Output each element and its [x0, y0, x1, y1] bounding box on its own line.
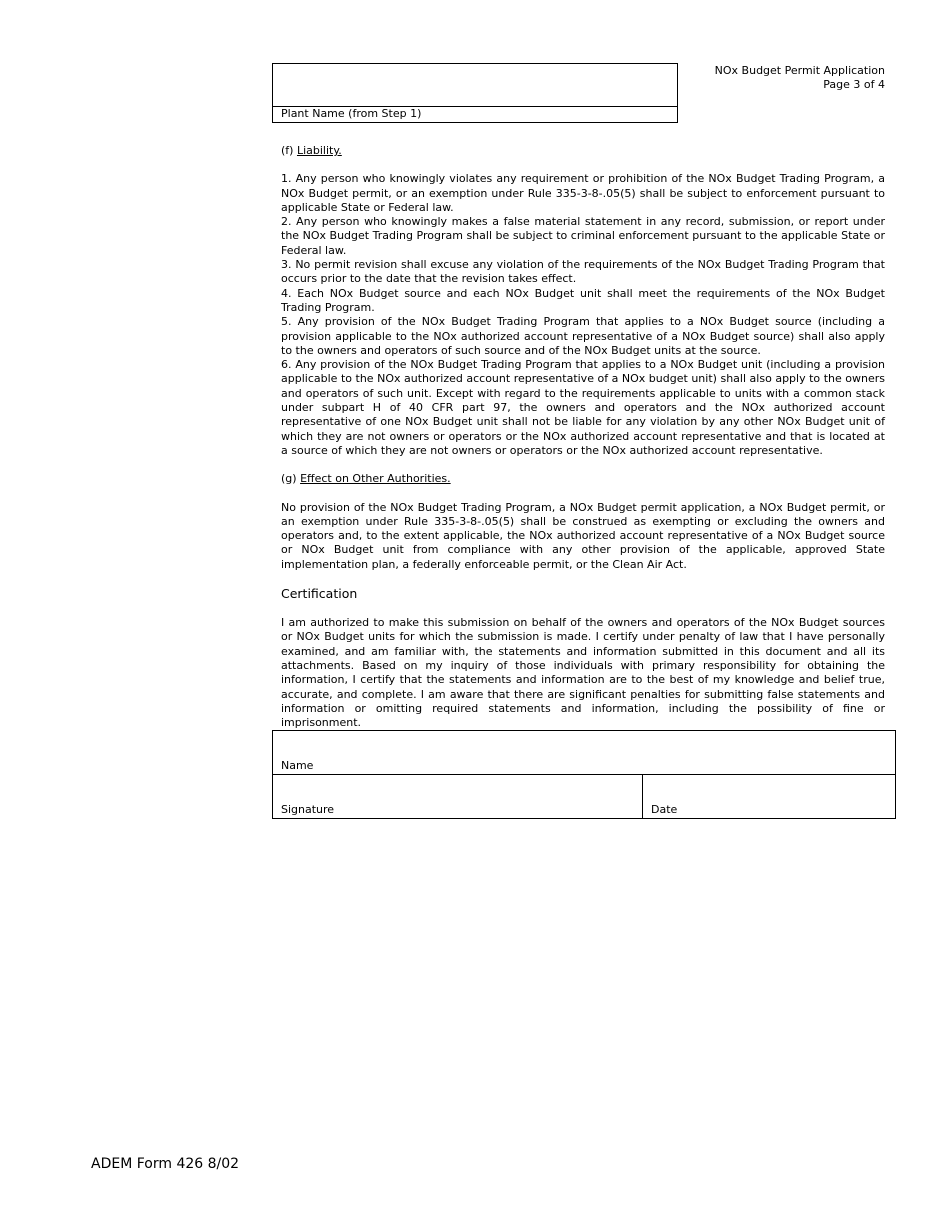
signature-block [272, 730, 896, 819]
liability-item-3: 3. No permit revision shall excuse any violation of the requirements of the NOx Budget Trading Program that occurs prior to the date that the revision takes effect. [281, 258, 885, 286]
plant-name-box [272, 63, 678, 123]
certification-heading: Certification [281, 586, 358, 602]
form-title: NOx Budget Permit Application [714, 64, 885, 77]
date-label: Date [651, 803, 678, 816]
liability-item-1: 1. Any person who knowingly violates any requirement or prohibition of the NOx Budget Trading Program, a NOx Budget permit, or an exemption under Rule 335-3-8-.05(5) shall be subject to enforcement pursuant to applicable State or Federal law. [281, 172, 885, 214]
liability-item-5: 5. Any provision of the NOx Budget Trading Program that applies to a NOx Budget source (including a provision applicable to the NOx authorized account representative of a NOx Budget source) shall also apply to the owners and operators of such source and of the NOx Budget units at the source. [281, 315, 885, 357]
other-authorities-title: Effect on Other Authorities. [300, 472, 451, 486]
certification-body: I am authorized to make this submission on behalf of the owners and operators of the NOx Budget sources or NOx Budget units for which the submission is made. I certify under penalty of law that I have personally examined, and am familiar with, the statements and information submitted in this document and all its attachments. Based on my inquiry of those individuals with primary responsibility for obtaining the information, I certify that the statements and information are to the best of my knowledge and belief true, accurate, and complete. I am aware that there are significant penalties for submitting false statements and information or omitting required statements and information, including the possibility of fine or imprisonment. [281, 616, 885, 730]
liability-heading [281, 144, 885, 158]
plant-name-label: Plant Name (from Step 1) [281, 107, 422, 120]
liability-item-2: 2. Any person who knowingly makes a false material statement in any record, submission, or report under the NOx Budget Trading Program shall be subject to criminal enforcement pursuant to the applicable State or Federal law. [281, 215, 885, 257]
signature-date-divider [642, 775, 643, 818]
name-field[interactable] [273, 731, 895, 775]
liability-item-4: 4. Each NOx Budget source and each NOx Budget unit shall meet the requirements of the NOx Budget Trading Program. [281, 286, 885, 314]
liability-title: Liability. [296, 144, 342, 157]
liability-prefix: (f) [281, 144, 294, 157]
name-label: Name [281, 759, 314, 772]
signature-date-row [273, 775, 895, 818]
liability-item-6: 6. Any provision of the NOx Budget Trading Program that applies to a NOx Budget unit (including a provision applicable to the NOx authorized account representative of a NOx budget unit) shall also apply to the owners and operators of such unit. Except with regard to the requirements applicable to units with a common stack under subpart H of 40 CFR part 97, the owners and operators and the NOx authorized account representative of one NOx Budget unit shall not be liable for any violation by any other NOx Budget unit of which they are not owners or operators or the NOx authorized account representative and that is located at a source of which they are not owners or operators or the NOx authorized account representative. [281, 358, 885, 457]
other-authorities-body: No provision of the NOx Budget Trading Program, a NOx Budget permit application, a NOx Budget permit, or an exemption under Rule 335-3-8-.05(5) shall be construed as exempting or excluding the owners and operators and, to the extent applicable, the NOx authorized account representative of a NOx Budget source or NOx Budget unit from compliance with any other provision of the applicable, approved State implementation plan, a federally enforceable permit, or the Clean Air Act. [281, 500, 885, 571]
other-authorities-prefix: (g) [281, 472, 297, 486]
page-header [715, 64, 885, 92]
plant-name-field[interactable] [273, 64, 677, 107]
signature-label: Signature [281, 803, 335, 816]
document-body [281, 144, 885, 730]
form-footer: ADEM Form 426 8/02 [91, 1156, 240, 1172]
other-authorities-heading [281, 472, 885, 486]
page-number: Page 3 of 4 [823, 78, 885, 91]
